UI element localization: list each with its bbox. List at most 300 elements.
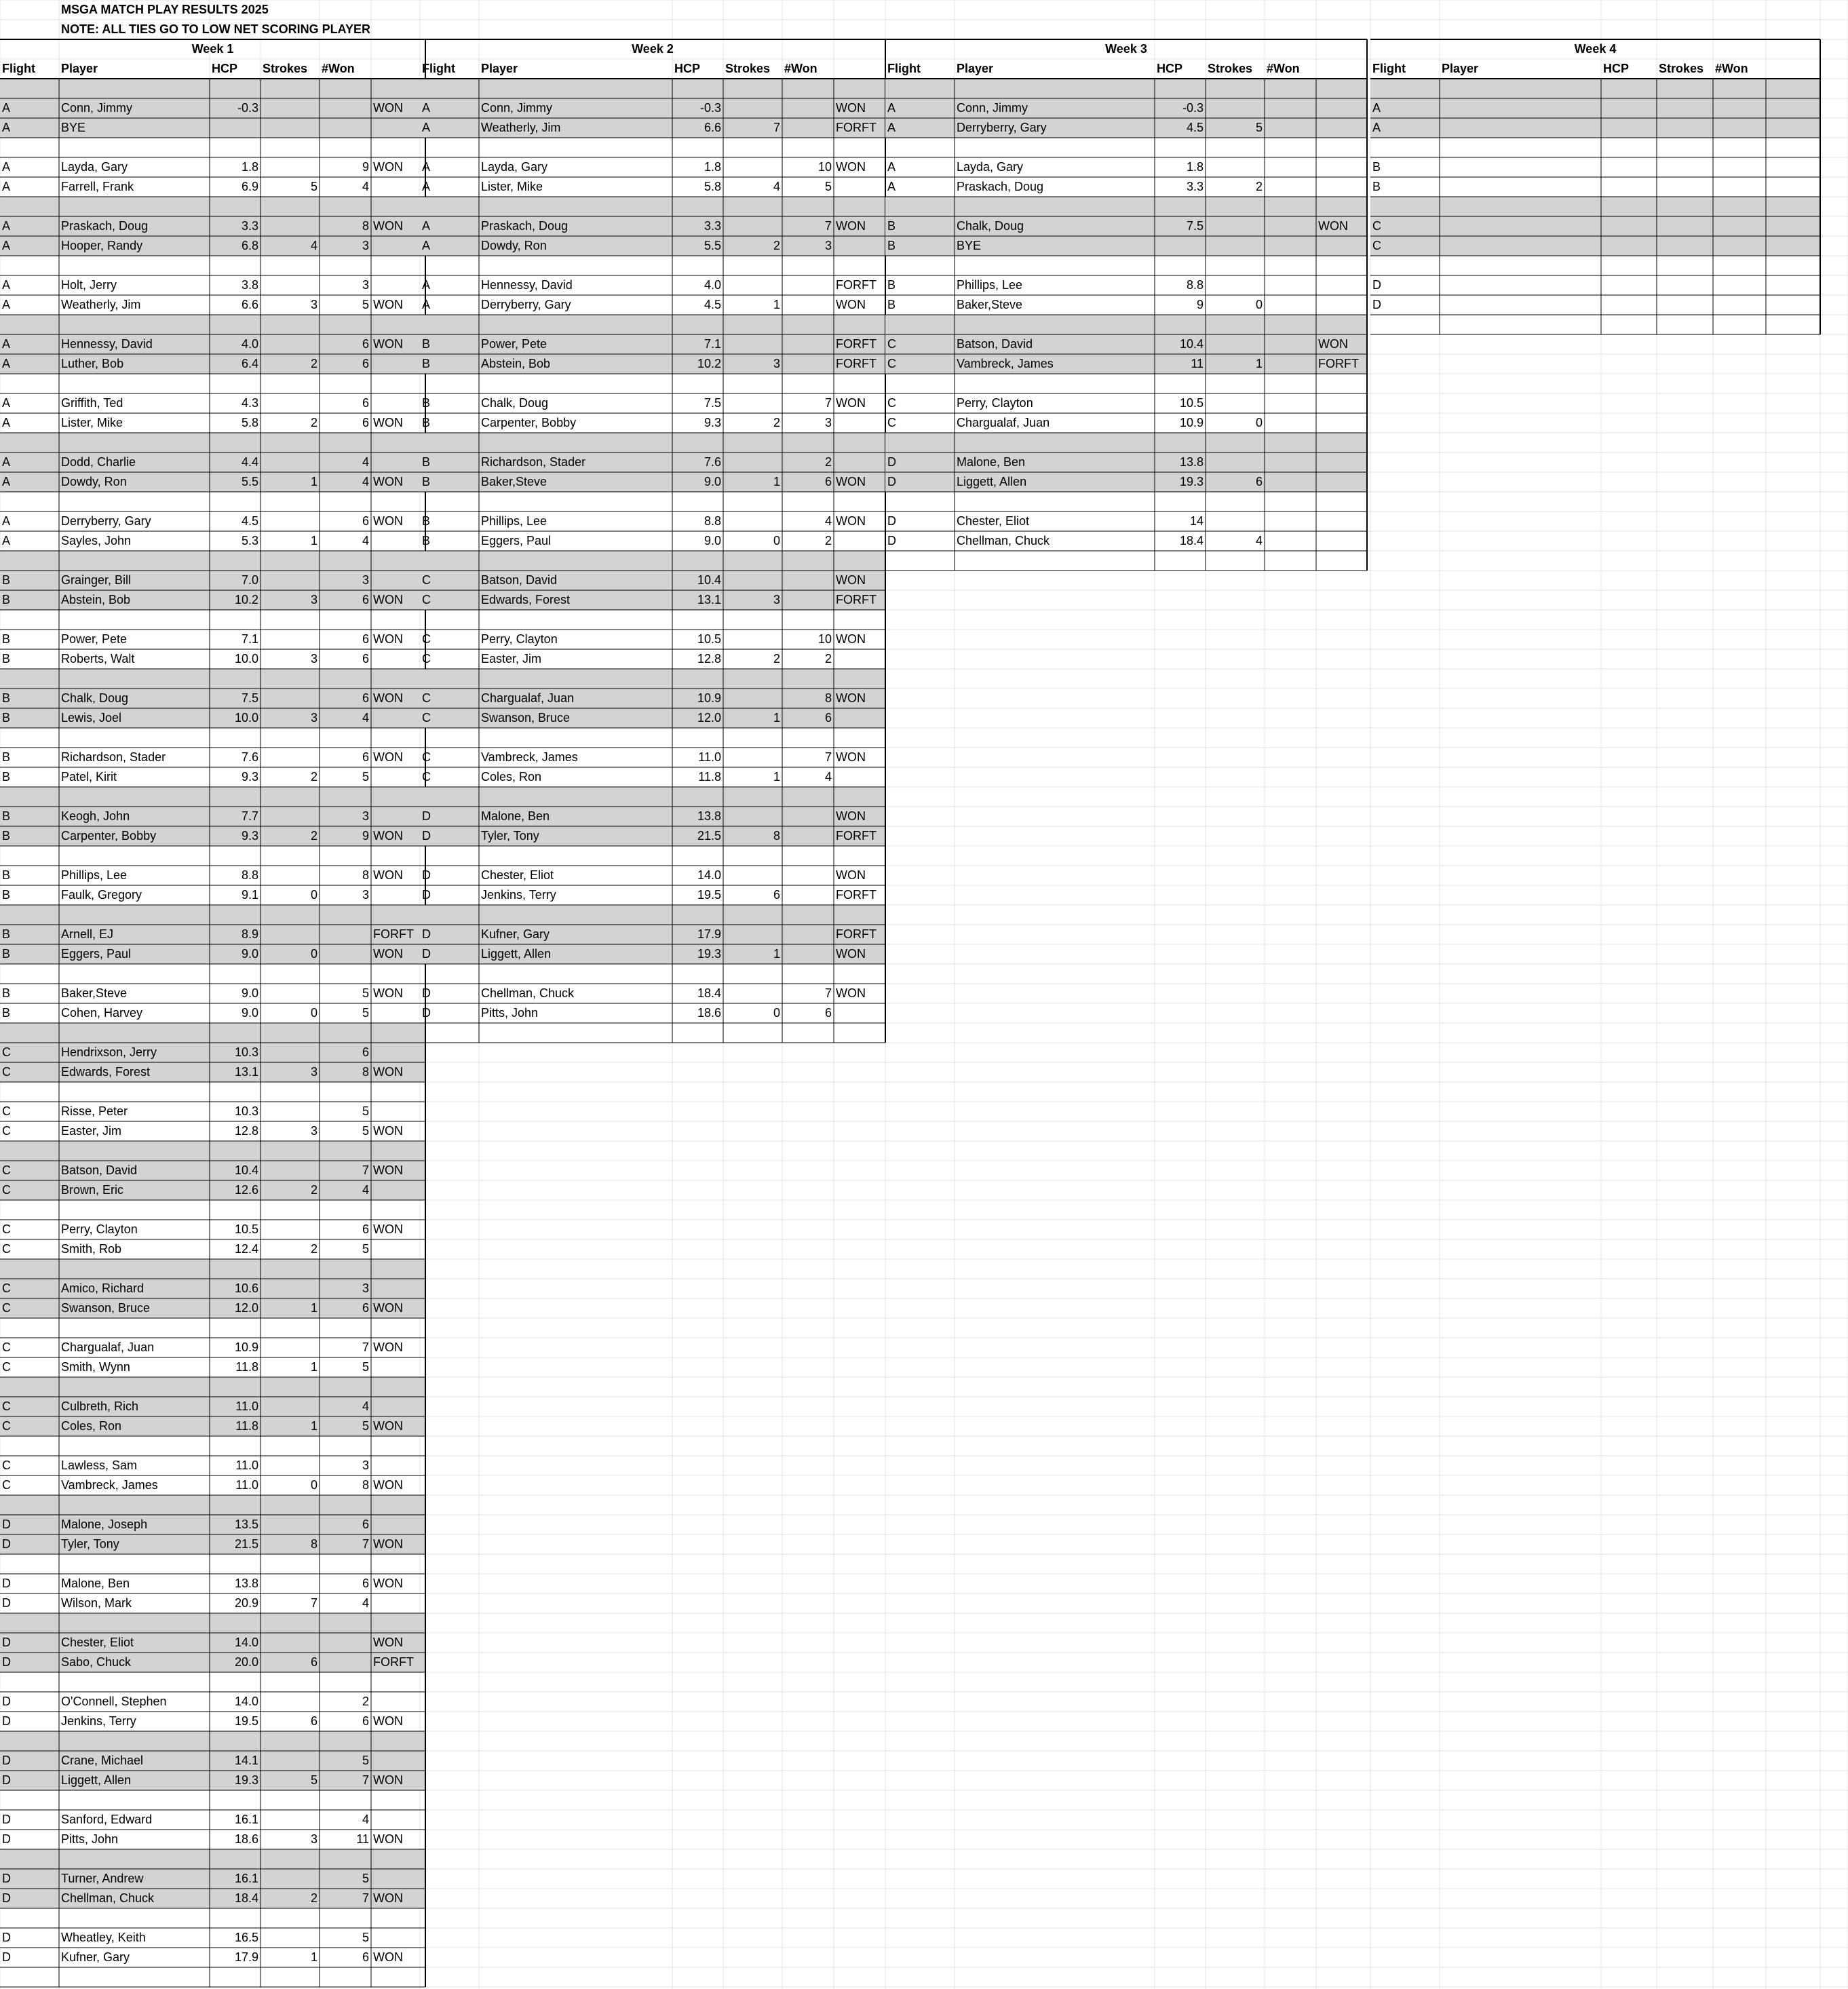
player-name: Culbreth, Rich — [61, 1399, 139, 1413]
column-header-player: Player — [61, 62, 98, 75]
strokes-cell: 2 — [1255, 180, 1263, 193]
strokes-cell: 2 — [310, 1891, 317, 1905]
result-cell — [371, 708, 425, 728]
hcp-cell: 11.8 — [235, 1419, 258, 1433]
player-name: Lewis, Joel — [61, 711, 122, 725]
player-name: Conn, Jimmy — [957, 101, 1028, 115]
flight-cell: A — [2, 239, 11, 252]
hcp-cell: 6.4 — [241, 357, 258, 370]
won-count-cell — [1265, 118, 1316, 138]
player-name: Kufner, Gary — [61, 1950, 130, 1964]
hcp-cell: 13.5 — [234, 1518, 258, 1531]
won-count-cell — [1265, 472, 1316, 492]
won-count-cell — [1713, 157, 1766, 177]
player-name: BYE — [61, 121, 86, 134]
column-header-hcp: HCP — [212, 62, 238, 75]
flight-cell: D — [887, 475, 896, 488]
player-name: Arnell, EJ — [61, 927, 114, 941]
flight-cell: C — [2, 1459, 11, 1472]
result-cell: FORFT — [1318, 357, 1359, 370]
won-count-cell: 11 — [356, 1832, 369, 1846]
flight-cell: D — [887, 514, 896, 528]
won-count-cell: 3 — [362, 278, 369, 292]
hcp-cell: 14.0 — [697, 868, 721, 882]
player-name: Easter, Jim — [61, 1124, 122, 1138]
result-cell — [834, 1003, 885, 1023]
won-count-cell: 4 — [824, 514, 832, 528]
flight-cell: A — [2, 357, 11, 370]
hcp-cell: 3.8 — [241, 278, 258, 292]
won-count-cell: 3 — [362, 1459, 369, 1472]
result-cell — [371, 1239, 425, 1259]
player-name: Tyler, Tony — [481, 829, 539, 843]
strokes-cell — [261, 689, 320, 708]
result-cell — [371, 1869, 425, 1889]
hcp-cell: 9.3 — [241, 829, 258, 843]
flight-cell: A — [2, 278, 11, 292]
won-count-cell: 4 — [362, 1183, 369, 1197]
result-cell — [371, 807, 425, 826]
flight-cell: D — [2, 1636, 11, 1649]
strokes-cell: 3 — [310, 593, 317, 606]
won-count-cell: 7 — [362, 1891, 369, 1905]
won-count-cell: 6 — [362, 593, 369, 606]
player-name: Vambreck, James — [957, 357, 1054, 370]
player-name: Liggett, Allen — [481, 947, 552, 961]
player-name: Derryberry, Gary — [957, 121, 1047, 134]
won-count-cell: 4 — [362, 1399, 369, 1413]
won-count-cell: 6 — [362, 1518, 369, 1531]
flight-cell: D — [2, 1931, 11, 1944]
strokes-cell: 0 — [310, 1006, 317, 1020]
flight-cell: B — [887, 278, 896, 292]
result-cell: WON — [373, 416, 403, 429]
hcp-cell: 4.0 — [241, 337, 258, 351]
player-name: Wilson, Mark — [61, 1596, 132, 1610]
result-cell: FORFT — [836, 337, 877, 351]
player-name: Dowdy, Ron — [481, 239, 547, 252]
flight-cell: A — [2, 455, 11, 469]
won-count-cell — [1265, 177, 1316, 197]
won-count-cell: 4 — [362, 1596, 369, 1610]
week-heading: Week 2 — [632, 42, 674, 56]
strokes-cell — [261, 1692, 320, 1712]
strokes-cell: 6 — [310, 1714, 317, 1728]
result-cell — [371, 275, 425, 295]
flight-cell: B — [422, 514, 431, 528]
hcp-cell: 10.9 — [697, 691, 721, 705]
flight-cell: A — [1372, 121, 1381, 134]
won-count-cell: 6 — [362, 514, 369, 528]
flight-cell: C — [2, 1183, 11, 1197]
won-count-cell: 6 — [362, 416, 369, 429]
result-cell — [371, 118, 425, 138]
won-count-cell: 9 — [362, 160, 369, 174]
flight-cell: A — [2, 160, 11, 174]
strokes-cell: 6 — [1255, 475, 1263, 488]
won-count-cell — [1265, 334, 1316, 354]
strokes-cell: 1 — [773, 947, 780, 961]
player-name: Weatherly, Jim — [481, 121, 561, 134]
result-cell: WON — [836, 160, 866, 174]
flight-cell: A — [2, 416, 11, 429]
column-header-strokes: Strokes — [263, 62, 308, 75]
player-name: Sabo, Chuck — [61, 1655, 132, 1669]
flight-cell: B — [2, 868, 11, 882]
result-cell — [1316, 275, 1367, 295]
strokes-cell — [1206, 511, 1265, 531]
player-name: Pitts, John — [61, 1832, 119, 1846]
player-name — [1440, 177, 1601, 197]
result-cell: FORFT — [373, 927, 414, 941]
won-count-cell — [782, 571, 834, 590]
won-count-cell — [320, 118, 371, 138]
player-name — [1440, 295, 1601, 315]
won-count-cell: 3 — [362, 573, 369, 587]
flight-cell: D — [887, 534, 896, 547]
won-count-cell: 6 — [824, 1006, 832, 1020]
column-header-strokes: Strokes — [1208, 62, 1253, 75]
flight-cell: B — [422, 337, 431, 351]
hcp-cell: 20.9 — [234, 1596, 258, 1610]
result-cell — [371, 1810, 425, 1830]
result-cell: WON — [373, 829, 403, 843]
result-cell — [1316, 118, 1367, 138]
player-name: Vambreck, James — [61, 1478, 158, 1492]
player-name: Lawless, Sam — [61, 1459, 138, 1472]
player-name: Sayles, John — [61, 534, 132, 547]
player-name: Power, Pete — [481, 337, 547, 351]
flight-cell: B — [2, 573, 11, 587]
flight-cell: D — [2, 1891, 11, 1905]
strokes-cell — [723, 866, 782, 885]
flight-cell: A — [887, 121, 896, 134]
won-count-cell — [1265, 354, 1316, 374]
strokes-cell: 5 — [310, 1773, 317, 1787]
player-name: BYE — [957, 239, 982, 252]
won-count-cell — [1265, 511, 1316, 531]
player-name — [1440, 118, 1601, 138]
result-cell: FORFT — [836, 829, 877, 843]
player-name: Kufner, Gary — [481, 927, 550, 941]
flight-cell: B — [1372, 160, 1381, 174]
column-header-strokes: Strokes — [725, 62, 771, 75]
hcp-cell: 10.9 — [1179, 416, 1204, 429]
won-count-cell: 5 — [362, 986, 369, 1000]
result-cell: WON — [373, 1222, 403, 1236]
player-name: Chester, Eliot — [481, 868, 554, 882]
strokes-cell — [1206, 236, 1265, 256]
won-count-cell: 7 — [362, 1773, 369, 1787]
won-count-cell — [782, 866, 834, 885]
strokes-cell — [1206, 98, 1265, 118]
won-count-cell: 6 — [362, 1301, 369, 1315]
won-count-cell: 5 — [362, 770, 369, 784]
hcp-cell: 9.0 — [241, 1006, 258, 1020]
won-count-cell: 5 — [362, 298, 369, 311]
hcp-cell — [1601, 236, 1657, 256]
hcp-cell: 11.8 — [698, 770, 721, 784]
won-count-cell: 5 — [362, 1124, 369, 1138]
strokes-cell — [261, 1279, 320, 1298]
player-name: Pitts, John — [481, 1006, 539, 1020]
hcp-cell: -0.3 — [1182, 101, 1204, 115]
hcp-cell: 7.1 — [241, 632, 258, 646]
strokes-cell — [261, 1751, 320, 1771]
won-count-cell — [320, 1653, 371, 1672]
strokes-cell: 4 — [1255, 534, 1263, 547]
result-cell — [371, 1279, 425, 1298]
player-name: Chellman, Chuck — [61, 1891, 155, 1905]
player-name — [1440, 275, 1601, 295]
player-name: Abstein, Bob — [481, 357, 551, 370]
player-name: Brown, Eric — [61, 1183, 124, 1197]
strokes-cell — [723, 807, 782, 826]
flight-cell: D — [422, 986, 431, 1000]
hcp-cell: 21.5 — [234, 1537, 258, 1551]
won-count-cell: 7 — [362, 1163, 369, 1177]
column-header-flight: Flight — [422, 62, 455, 75]
won-count-cell: 6 — [362, 750, 369, 764]
column-header-player: Player — [1442, 62, 1479, 75]
won-count-cell: 3 — [824, 416, 832, 429]
flight-cell: C — [422, 691, 431, 705]
hcp-cell: 8.9 — [241, 927, 258, 941]
result-cell: WON — [836, 298, 866, 311]
flight-cell: A — [422, 298, 431, 311]
strokes-cell — [1657, 118, 1713, 138]
won-count-cell — [1713, 236, 1766, 256]
result-cell: FORFT — [836, 357, 877, 370]
player-name: Lister, Mike — [61, 416, 123, 429]
won-count-cell — [782, 807, 834, 826]
won-count-cell — [1713, 177, 1766, 197]
player-name: Turner, Andrew — [61, 1872, 144, 1885]
strokes-cell: 0 — [1255, 416, 1263, 429]
result-cell: WON — [373, 1340, 403, 1354]
player-name: Chargualaf, Juan — [957, 416, 1050, 429]
result-cell: WON — [836, 750, 866, 764]
won-count-cell: 6 — [362, 691, 369, 705]
won-count-cell: 2 — [824, 652, 832, 665]
strokes-cell: 1 — [773, 298, 780, 311]
result-cell — [1316, 531, 1367, 551]
hcp-cell: 6.8 — [241, 239, 258, 252]
hcp-cell: 6.6 — [704, 121, 721, 134]
result-cell — [1316, 511, 1367, 531]
hcp-cell: 1.8 — [704, 160, 721, 174]
hcp-cell: 7.6 — [704, 455, 721, 469]
strokes-cell — [261, 571, 320, 590]
hcp-cell: 8.8 — [704, 514, 721, 528]
won-count-cell: 4 — [362, 455, 369, 469]
won-count-cell — [1713, 118, 1766, 138]
won-count-cell: 3 — [362, 1281, 369, 1295]
strokes-cell — [261, 1338, 320, 1357]
column-header-won: #Won — [1267, 62, 1300, 75]
result-cell — [371, 1180, 425, 1200]
won-count-cell — [1265, 393, 1316, 413]
flight-cell: D — [2, 1773, 11, 1787]
result-cell: WON — [1318, 337, 1348, 351]
won-count-cell — [782, 590, 834, 610]
won-count-cell: 8 — [362, 868, 369, 882]
won-count-cell — [320, 98, 371, 118]
column-header-hcp: HCP — [1603, 62, 1630, 75]
flight-cell: A — [2, 475, 11, 488]
hcp-cell: 9.0 — [241, 947, 258, 961]
flight-cell: A — [2, 298, 11, 311]
won-count-cell: 4 — [362, 180, 369, 193]
result-cell: WON — [373, 219, 403, 233]
flight-cell: A — [422, 219, 431, 233]
flight-cell: C — [2, 1104, 11, 1118]
flight-cell: A — [422, 180, 431, 193]
player-name: Layda, Gary — [61, 160, 128, 174]
won-count-cell: 4 — [362, 711, 369, 725]
column-header-hcp: HCP — [674, 62, 701, 75]
flight-cell: B — [887, 219, 896, 233]
strokes-cell: 0 — [773, 1006, 780, 1020]
hcp-cell: 17.9 — [234, 1950, 258, 1964]
flight-cell: B — [2, 652, 11, 665]
player-name: Carpenter, Bobby — [481, 416, 577, 429]
player-name: Batson, David — [957, 337, 1033, 351]
result-cell — [371, 452, 425, 472]
result-cell — [371, 1003, 425, 1023]
result-cell: WON — [373, 101, 403, 115]
flight-cell: C — [422, 593, 431, 606]
flight-cell: D — [422, 809, 431, 823]
strokes-cell: 3 — [310, 711, 317, 725]
hcp-cell: 4.0 — [704, 278, 721, 292]
strokes-cell: 7 — [310, 1596, 317, 1610]
hcp-cell: 18.4 — [697, 986, 721, 1000]
hcp-cell: 5.3 — [241, 534, 258, 547]
won-count-cell: 5 — [362, 1931, 369, 1944]
player-name: Perry, Clayton — [61, 1222, 138, 1236]
hcp-cell: 19.5 — [697, 888, 721, 902]
player-name: Jenkins, Terry — [61, 1714, 136, 1728]
flight-cell: B — [2, 809, 11, 823]
column-header-player: Player — [957, 62, 994, 75]
week-heading: Week 3 — [1105, 42, 1147, 56]
result-cell — [371, 1594, 425, 1613]
player-name: Edwards, Forest — [481, 593, 571, 606]
won-count-cell: 6 — [362, 337, 369, 351]
result-cell: WON — [373, 1832, 403, 1846]
won-count-cell: 3 — [362, 809, 369, 823]
player-name: Chalk, Doug — [481, 396, 549, 410]
result-cell: WON — [373, 337, 403, 351]
flight-cell: B — [2, 947, 11, 961]
strokes-cell — [261, 1574, 320, 1594]
result-cell: WON — [373, 986, 403, 1000]
won-count-cell: 4 — [362, 475, 369, 488]
player-name: Liggett, Allen — [61, 1773, 132, 1787]
strokes-cell — [1206, 393, 1265, 413]
player-name: Chellman, Chuck — [481, 986, 575, 1000]
result-cell: WON — [373, 1577, 403, 1590]
result-cell: WON — [373, 1636, 403, 1649]
hcp-cell: 10.2 — [234, 593, 258, 606]
result-cell — [371, 1515, 425, 1534]
won-count-cell: 5 — [362, 1242, 369, 1256]
won-count-cell: 6 — [824, 711, 832, 725]
result-cell: WON — [373, 593, 403, 606]
won-count-cell: 7 — [824, 986, 832, 1000]
player-name: Crane, Michael — [61, 1754, 144, 1767]
result-cell — [834, 649, 885, 669]
hcp-cell: 18.6 — [697, 1006, 721, 1020]
result-cell — [371, 1397, 425, 1416]
won-count-cell: 4 — [362, 1813, 369, 1826]
hcp-cell: 18.4 — [234, 1891, 258, 1905]
player-name: Abstein, Bob — [61, 593, 131, 606]
result-cell — [371, 1456, 425, 1475]
hcp-cell: 10.4 — [1179, 337, 1204, 351]
won-count-cell: 8 — [362, 1065, 369, 1079]
won-count-cell: 3 — [362, 239, 369, 252]
player-name: Eggers, Paul — [61, 947, 132, 961]
player-name: Derryberry, Gary — [61, 514, 151, 528]
won-count-cell — [1265, 216, 1316, 236]
strokes-cell — [261, 807, 320, 826]
flight-cell: D — [2, 1832, 11, 1846]
strokes-cell: 2 — [310, 357, 317, 370]
hcp-cell: -0.3 — [237, 101, 258, 115]
hcp-cell — [1601, 177, 1657, 197]
strokes-cell: 4 — [773, 180, 780, 193]
flight-cell: C — [2, 1242, 11, 1256]
player-name: Swanson, Bruce — [61, 1301, 151, 1315]
player-name: Baker,Steve — [61, 986, 128, 1000]
result-cell — [834, 236, 885, 256]
flight-cell: A — [2, 180, 11, 193]
player-name: Layda, Gary — [957, 160, 1024, 174]
strokes-cell — [723, 984, 782, 1003]
result-cell — [1316, 472, 1367, 492]
strokes-cell — [261, 748, 320, 767]
flight-cell: D — [422, 888, 431, 902]
hcp-cell: 12.0 — [697, 711, 721, 725]
hcp-cell: 21.5 — [697, 829, 721, 843]
result-cell — [1766, 98, 1820, 118]
won-count-cell: 3 — [824, 239, 832, 252]
player-name: Malone, Ben — [481, 809, 550, 823]
strokes-cell — [261, 452, 320, 472]
strokes-cell — [261, 1161, 320, 1180]
flight-cell: C — [422, 652, 431, 665]
hcp-cell: 7.6 — [241, 750, 258, 764]
strokes-cell — [261, 1397, 320, 1416]
result-cell: WON — [373, 1478, 403, 1492]
hcp-cell: 4.5 — [241, 514, 258, 528]
result-cell: WON — [836, 573, 866, 587]
flight-cell: B — [422, 357, 431, 370]
won-count-cell: 8 — [362, 219, 369, 233]
flight-cell: B — [2, 750, 11, 764]
hcp-cell — [1601, 275, 1657, 295]
hcp-cell: 4.4 — [241, 455, 258, 469]
strokes-cell: 3 — [310, 1832, 317, 1846]
flight-cell: C — [422, 711, 431, 725]
won-count-cell — [1713, 275, 1766, 295]
won-count-cell: 6 — [362, 632, 369, 646]
strokes-cell — [723, 925, 782, 944]
player-name — [1440, 157, 1601, 177]
player-name: Weatherly, Jim — [61, 298, 141, 311]
